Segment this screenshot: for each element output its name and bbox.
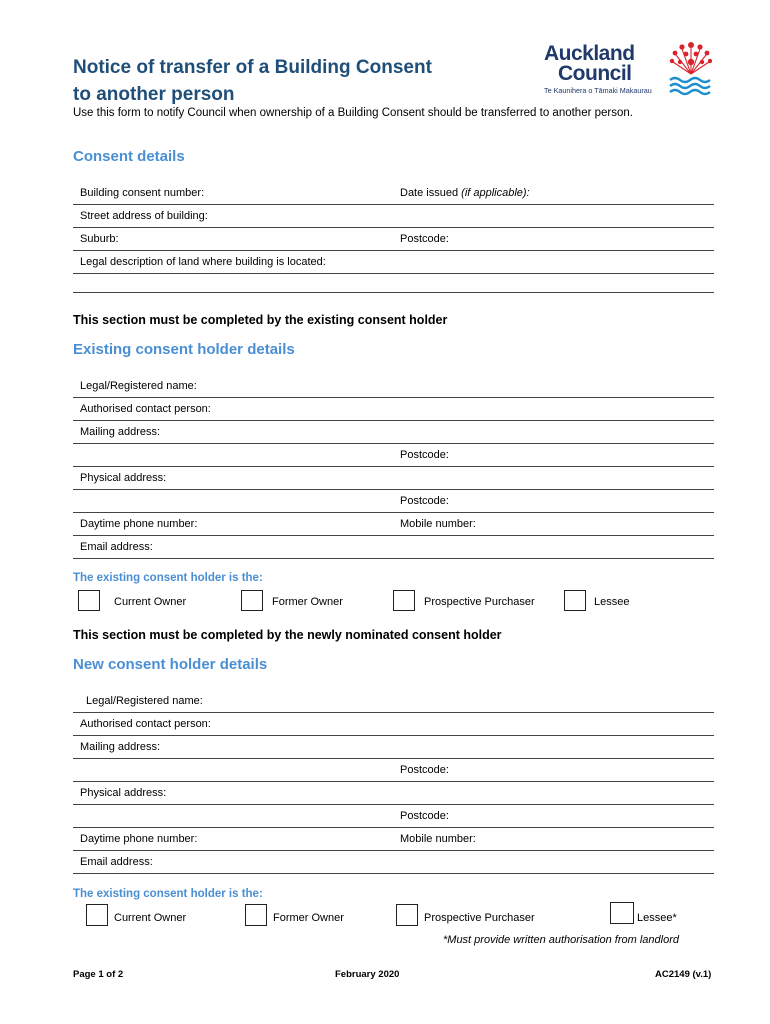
legal-description-extra-row[interactable]: [73, 274, 714, 293]
existing-physical-postcode-row[interactable]: [73, 490, 714, 513]
street-address-label: Street address of building:: [80, 210, 208, 222]
new-physical-postcode-label: Postcode:: [400, 810, 449, 822]
new-physical-label: Physical address:: [80, 787, 167, 799]
postcode-label: Postcode:: [400, 233, 449, 245]
new-lessee-checkbox[interactable]: [610, 902, 634, 924]
existing-legal-name-row[interactable]: [73, 375, 714, 398]
consent-number-row[interactable]: [73, 182, 714, 205]
existing-former-owner-label: Former Owner: [272, 596, 343, 608]
new-holder-is-label: The existing consent holder is the:: [73, 888, 263, 900]
existing-lessee-checkbox[interactable]: [564, 590, 586, 611]
new-daytime-phone-label: Daytime phone number:: [80, 833, 198, 845]
logo-text-line1: Auckland: [544, 42, 635, 65]
existing-mobile-label: Mobile number:: [400, 518, 476, 530]
footer-form-code: AC2149 (v.1): [655, 969, 712, 980]
new-mailing-postcode-row[interactable]: [73, 759, 714, 782]
existing-mailing-postcode-row[interactable]: [73, 444, 714, 467]
street-address-row[interactable]: [73, 205, 714, 228]
existing-mailing-postcode-label: Postcode:: [400, 449, 449, 461]
legal-description-row[interactable]: [73, 251, 714, 274]
consent-details-heading: Consent details: [73, 148, 185, 165]
new-mailing-row[interactable]: [73, 736, 714, 759]
new-current-owner-checkbox[interactable]: [86, 904, 108, 926]
new-physical-postcode-row[interactable]: [73, 805, 714, 828]
landlord-note: *Must provide written authorisation from landlord: [443, 934, 680, 946]
existing-lessee-label: Lessee: [594, 596, 630, 608]
existing-email-row[interactable]: [73, 536, 714, 559]
footer-date: February 2020: [335, 969, 400, 980]
new-current-owner-label: Current Owner: [114, 912, 187, 924]
existing-former-owner-checkbox[interactable]: [241, 590, 263, 611]
existing-current-owner-checkbox[interactable]: [78, 590, 100, 611]
new-contact-label: Authorised contact person:: [80, 718, 211, 730]
new-email-label: Email address:: [80, 856, 153, 868]
new-phone-row[interactable]: [73, 828, 714, 851]
new-former-owner-checkbox[interactable]: [245, 904, 267, 926]
footer-page-number: Page 1 of 2: [73, 969, 124, 980]
new-legal-name-label: Legal/Registered name:: [86, 695, 203, 707]
suburb-label: Suburb:: [80, 233, 119, 245]
pohutukawa-icon: [668, 40, 714, 98]
new-mobile-label: Mobile number:: [400, 833, 476, 845]
existing-prospective-purchaser-label: Prospective Purchaser: [424, 596, 535, 608]
new-email-row[interactable]: [73, 851, 714, 874]
new-former-owner-label: Former Owner: [273, 912, 344, 924]
new-holder-heading: New consent holder details: [73, 656, 268, 673]
suburb-row[interactable]: [73, 228, 714, 251]
existing-current-owner-label: Current Owner: [114, 596, 187, 608]
intro-text: Use this form to notify Council when ownership of a Building Consent should be transferred to another person.: [73, 107, 633, 119]
form-title-line2: to another person: [73, 84, 235, 105]
existing-section-note: This section must be completed by the existing consent holder: [73, 313, 448, 327]
new-physical-row[interactable]: [73, 782, 714, 805]
form-title-line1: Notice of transfer of a Building Consent: [73, 57, 432, 78]
existing-phone-row[interactable]: [73, 513, 714, 536]
new-mailing-label: Mailing address:: [80, 741, 161, 753]
new-prospective-purchaser-checkbox[interactable]: [396, 904, 418, 926]
existing-prospective-purchaser-checkbox[interactable]: [393, 590, 415, 611]
new-section-note: This section must be completed by the newly nominated consent holder: [73, 628, 502, 642]
date-issued-label: Date issued (if applicable):: [400, 187, 530, 199]
existing-legal-name-label: Legal/Registered name:: [80, 380, 197, 392]
existing-physical-postcode-label: Postcode:: [400, 495, 449, 507]
existing-contact-label: Authorised contact person:: [80, 403, 211, 415]
new-prospective-purchaser-label: Prospective Purchaser: [424, 912, 535, 924]
legal-description-label: Legal description of land where building is located:: [80, 256, 326, 268]
new-legal-name-row[interactable]: [73, 690, 714, 713]
consent-number-label: Building consent number:: [80, 187, 205, 199]
new-contact-row[interactable]: [73, 713, 714, 736]
existing-mailing-label: Mailing address:: [80, 426, 161, 438]
logo-tagline: Te Kaunihera o Tāmaki Makaurau: [544, 86, 652, 95]
existing-physical-label: Physical address:: [80, 472, 167, 484]
existing-holder-is-label: The existing consent holder is the:: [73, 572, 263, 584]
existing-mailing-row[interactable]: [73, 421, 714, 444]
existing-physical-row[interactable]: [73, 467, 714, 490]
existing-email-label: Email address:: [80, 541, 153, 553]
existing-daytime-phone-label: Daytime phone number:: [80, 518, 198, 530]
new-lessee-label: Lessee*: [637, 912, 677, 924]
logo-text-line2: Council: [558, 62, 632, 85]
form-title: [73, 54, 432, 108]
new-mailing-postcode-label: Postcode:: [400, 764, 449, 776]
existing-contact-row[interactable]: [73, 398, 714, 421]
existing-holder-heading: Existing consent holder details: [73, 341, 295, 358]
auckland-council-logo: [544, 40, 714, 100]
